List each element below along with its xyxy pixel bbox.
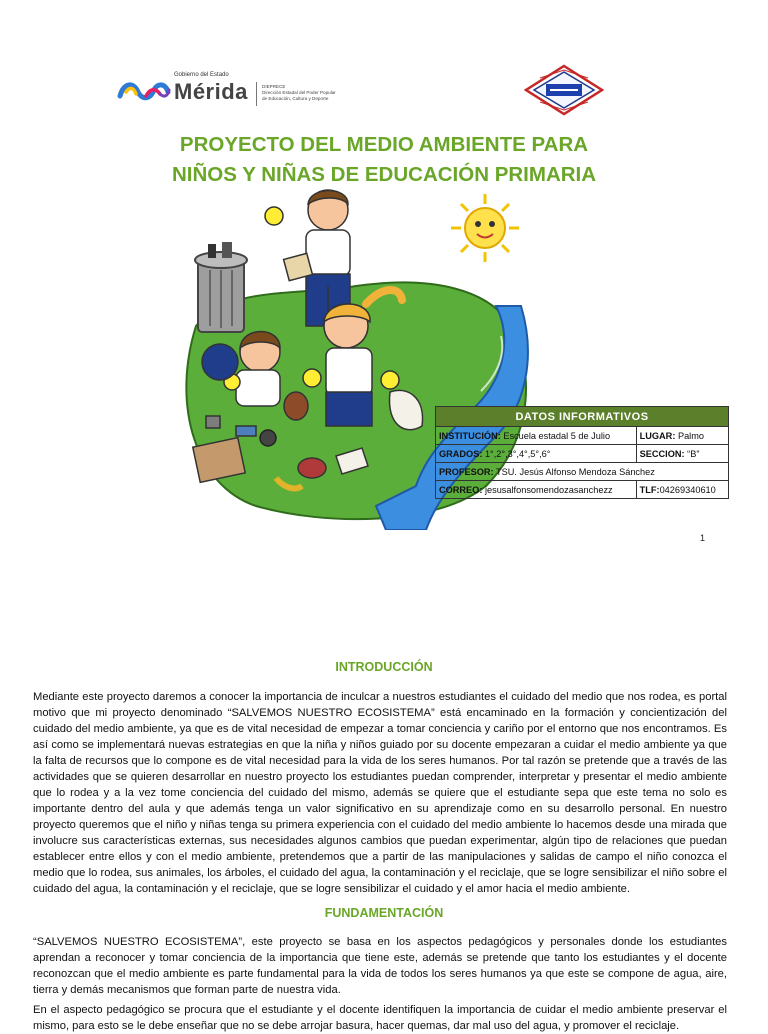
intro-heading: INTRODUCCIÓN <box>335 660 433 674</box>
seccion-cell <box>636 445 728 463</box>
institucion-value: Escuela estadal 5 de Julio <box>500 430 611 441</box>
logo-separator <box>256 82 257 106</box>
logo-merida-text: Mérida <box>174 79 248 104</box>
lugar-cell <box>636 427 728 445</box>
datos-heading: DATOS INFORMATIVOS <box>436 407 729 427</box>
page-number: 1 <box>700 533 706 543</box>
logo-dep-line1: DIEPRECE <box>262 84 286 89</box>
title-line-2: NIÑOS Y NIÑAS DE EDUCACIÓN PRIMARIA <box>171 163 597 186</box>
tlf-label: TLF: <box>639 484 660 495</box>
logo-dep-line2: Dirección Estadal del Poder Popular <box>262 90 336 95</box>
profesor-value: TSU. Jesús Alfonso Mendoza Sánchez <box>493 466 655 477</box>
grados-label: GRADOS: <box>439 448 483 459</box>
lugar-label: LUGAR: <box>639 430 676 441</box>
fundamentacion-paragraph-1: “SALVEMOS NUESTRO ECOSISTEMA”, este proyecto se basa en los aspectos pedagógicos y personales donde los estudiantes aprendan a reconocer y tomar conciencia de la importancia que tiene este, además se pretende que tanto los estudiantes y el docente reconozcan que el medio ambiente es parte fundamental para la vida de todos los seres humanos ya que este se compone de agua, aire, tierra y demás mecanismos que forman parte de nuestra vida. <box>33 936 727 996</box>
logo-dep-line3: de Educación, Cultura y Deporte <box>262 96 329 101</box>
table-header-row <box>436 407 729 427</box>
title-line-1: PROYECTO DEL MEDIO AMBIENTE PARA <box>179 133 589 156</box>
lugar-value: Palmo <box>675 430 704 441</box>
table-row <box>436 463 729 481</box>
datos-informativos-table <box>435 406 729 499</box>
fundamentacion-paragraph-2: En el aspecto pedagógico se procura que el estudiante y el docente identifiquen la importancia de cuidar el medio ambiente preservar el mismo, para esto se le debe enseñar que no se debe arrojar basura, hacer quemas, dar mal uso del agua, y promover el reciclaje. <box>33 1004 727 1032</box>
grados-cell <box>436 445 637 463</box>
correo-cell <box>436 481 637 499</box>
correo-label: CORREO: <box>439 484 483 495</box>
correo-value: jesusalfonsomendozasanchezz <box>482 484 613 495</box>
trash-can <box>195 242 247 332</box>
school-seal-icon <box>524 64 604 116</box>
institucion-label: INSTITUCIÓN: <box>439 430 501 441</box>
institucion-cell <box>436 427 637 445</box>
merida-swirl-icon <box>116 78 172 104</box>
sun-icon <box>451 194 519 262</box>
profesor-label: PROFESOR: <box>439 466 494 477</box>
fundamentacion-heading: FUNDAMENTACIÓN <box>324 906 444 920</box>
seccion-label: SECCION: <box>639 448 685 459</box>
table-row <box>436 445 729 463</box>
logo-department-text <box>262 84 362 102</box>
profesor-cell <box>436 463 729 481</box>
intro-paragraph: Mediante este proyecto daremos a conocer la importancia de inculcar a nuestros estudiantes el cuidado del medio que nos rodea, es portal motivo que mi proyecto denominado “SALVEMOS NUESTRO ECOSISTEMA” está encaminado en la formación y concientización del cuidado del medio ambiente, ya que es de vital necesidad de empezar a tomar conciencia y cariño por el entorno que nos encontramos. Es así como se implementará nuevas estrategias en que la niña y niños guiado por su docente empezaran a cuidar el medio ambiente ya que la falta de recursos que lo compone es de vital necesidad para la vida de los seres humanos. Por tal razón se pretende que a través de las actividades que se quieren desarrollar en nuestro proyecto los estudiantes puedan comprender, interpretar y presentar el medio ambiente que lo rodea y a la vez tome conciencia del cuidado del mismo, además se quiere que el estudiante sepa que este tema no solo es importante dentro del aula y que además tenga un valor significativo en su aprendizaje como en su desarrollo personal. En nuestro proyecto queremos que el niño y niñas tenga su primera experiencia con el cuidado del medio ambiente lo hacemos desde una mirada que involucre sus características externas, sus necesidades algunos cambios que puedan experimentar, algún tipo de relaciones que puedan establecer entre ellos y con el medio ambiente, pretendemos que a partir de las manipulaciones y salidas de campo el niño conozca el medio que lo rodea, sus animales, los árboles, el cuidado del agua, la contaminación y el reciclaje, que se logre sensibilizar el niño sobre el cuidado del agua, la contaminación y el reciclaje, que se logre sensibilizar el cuidado y el amor hacia el medio ambiente. <box>33 691 727 895</box>
tlf-value: 04269340610 <box>659 484 716 495</box>
logo-gobierno-text: Gobierno del Estado <box>174 72 229 78</box>
tlf-cell <box>636 481 728 499</box>
merida-logo <box>116 70 366 110</box>
page-title <box>0 130 768 190</box>
seccion-value: “B” <box>684 448 700 459</box>
table-row <box>436 481 729 499</box>
grados-value: 1°,2°,3°,4°,5°,6° <box>482 448 551 459</box>
table-row <box>436 427 729 445</box>
